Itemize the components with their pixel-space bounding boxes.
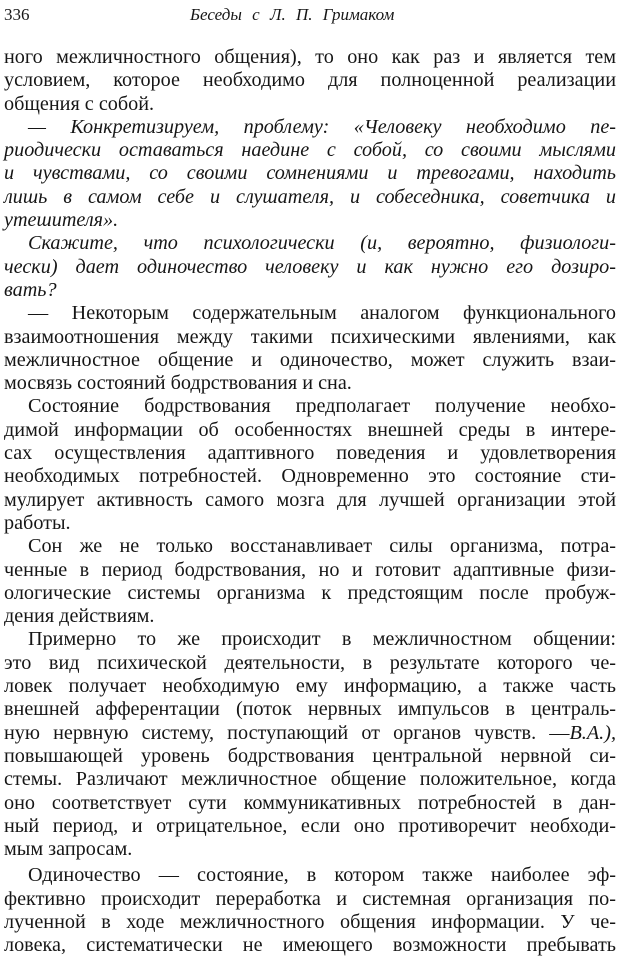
text-line: ловек получает необходимую ему информацию, а также часть (4, 675, 616, 698)
text-line: лишь в самом себе и слушателя, и собеседника, советчика и (4, 185, 616, 208)
text-line: фективно происходит переработка и системная организация по- (4, 887, 616, 910)
text-line: Примерно то же происходит в межличностном общении: (28, 628, 616, 651)
text-line: ченные в период бодрствования, но и готовит адаптивные физи- (4, 558, 616, 581)
text-line: лученной в ходе межличностного общения информации. У че- (4, 910, 616, 933)
text-line: чески) дает одиночество человеку и как нужно его дозиро- (4, 255, 616, 278)
text-line: общения с собой. (4, 92, 155, 115)
text-line: работы. (4, 511, 71, 534)
body-text (0, 46, 620, 958)
text-line: — Конкретизируем, проблему: «Человеку необходимо пе- (28, 115, 616, 138)
text-line: ный период, и отрицательное, если оно противоречит необходи- (4, 814, 616, 837)
text-line: ного межличностного общения), то оно как раз и является тем (4, 46, 616, 68)
text-line: Одиночество — состояние, в котором также наиболее эф- (28, 864, 616, 887)
text-line: межличностное общение и одиночество, может служить взаи- (4, 348, 616, 371)
text-line: мулирует активность самого мозга для лучшей организации этой (4, 488, 616, 511)
text-line: риодически оставаться наедине с собой, со своими мыслями (4, 139, 616, 162)
text-line: сах осуществления адаптивного поведения и удовлетворения (4, 442, 616, 465)
text-line: — Некоторым содержательным аналогом функционального (28, 302, 616, 325)
text-line: Скажите, что психологически (и, вероятно, физиологи- (28, 232, 616, 255)
page-number: 336 (4, 5, 30, 24)
text-fragment: ную нервную систему, поступающий от органов чувств. — (4, 721, 570, 744)
text-line: взаимоотношения между такими психическими явлениями, как (4, 325, 616, 348)
running-title: Беседы с Л. П. Гримаком (190, 5, 395, 24)
text-line: вать? (4, 278, 57, 301)
text-line (4, 722, 616, 745)
text-line: ологические системы организма к предстоящим после пробуж- (4, 581, 616, 604)
text-line: Состояние бодрствования предполагает получение необхо- (28, 395, 616, 418)
text-line: внешней афферентации (поток нервных импульсов в централь- (4, 698, 616, 721)
text-line: стемы. Различают межличностное общение положительное, когда (4, 768, 616, 791)
author-initials: B.A.), (569, 721, 616, 744)
text-line: это вид психической деятельности, в результате которого че- (4, 651, 616, 674)
text-line: условием, которое необходимо для полноценной реализации (4, 69, 616, 92)
text-line: Сон же не только восстанавливает силы организма, потра- (28, 535, 616, 558)
text-line: ловека, систематически не имеющего возможности пребывать (4, 934, 616, 957)
text-line: необходимых потребностей. Одновременно это состояние сти- (4, 465, 616, 488)
text-line: димой информации об особенностях внешней среды в интере- (4, 418, 616, 441)
page-header (0, 5, 620, 31)
text-line: мосвязь состояний бодрствования и сна. (4, 372, 352, 395)
text-line: повышающей уровень бодрствования центральной нервной си- (4, 744, 616, 767)
text-line: оно соответствует сути коммуникативных потребностей в дан- (4, 791, 616, 814)
text-line: мым запросам. (4, 838, 133, 861)
text-line: дения действиям. (4, 605, 155, 628)
text-line: и чувствами, со своими сомнениями и тревогами, находить (4, 162, 616, 185)
text-line: утешителя». (4, 209, 119, 232)
